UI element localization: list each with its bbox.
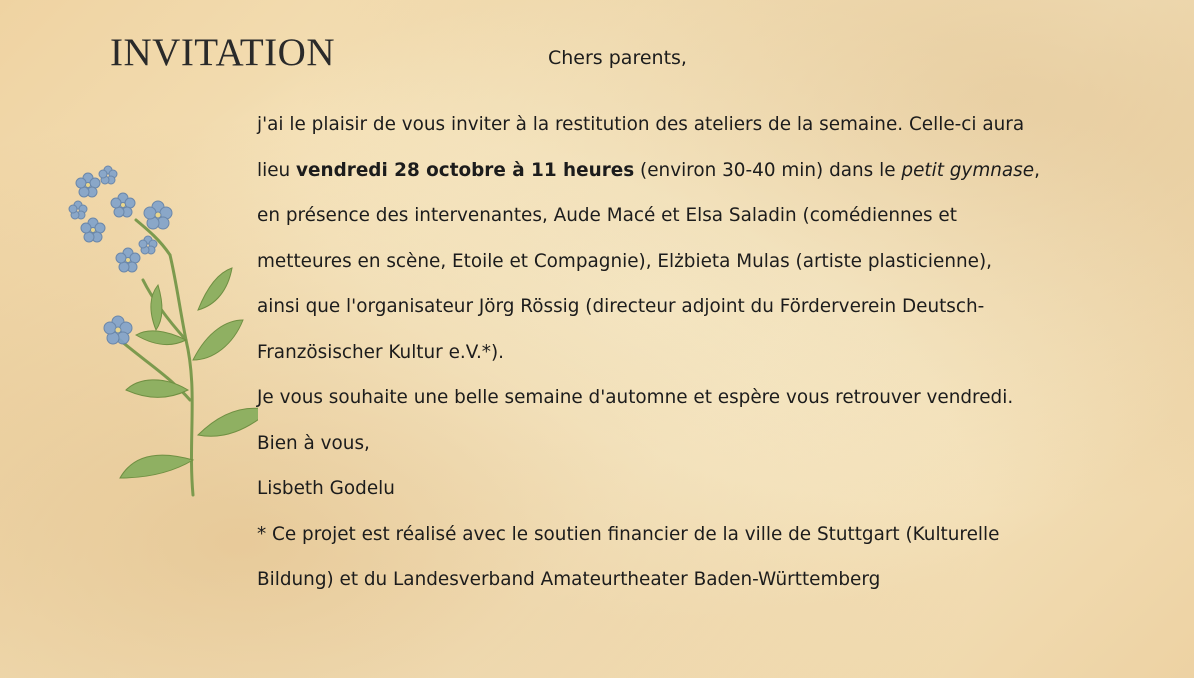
letter-line-5: ainsi que l'organisateur Jörg Rössig (directeur adjoint du Förderverein Deutsch-: [257, 296, 985, 317]
forget-me-not-illustration: [48, 160, 258, 505]
invitation-title: INVITATION: [110, 31, 335, 74]
closing-line: Je vous souhaite une belle semaine d'automne et espère vous retrouver vendredi.: [257, 387, 1014, 408]
signoff: Bien à vous,: [257, 432, 370, 454]
letter-line-6: Französischer Kultur e.V.*).: [257, 341, 505, 363]
salutation: Chers parents,: [548, 47, 687, 69]
letter-line-1: j'ai le plaisir de vous inviter à la restitution des ateliers de la semaine. Celle-ci aura: [257, 114, 1025, 135]
event-location: petit gymnase: [901, 159, 1035, 181]
event-date-time: vendredi 28 octobre à 11 heures: [296, 159, 635, 181]
text-segment: lieu: [257, 159, 297, 181]
text-segment: ,: [1034, 159, 1040, 181]
letter-body: [257, 110, 1157, 611]
text-segment: (environ 30-40 min) dans le: [634, 159, 902, 181]
letter-line-3: en présence des intervenantes, Aude Macé et Elsa Saladin (comédiennes et: [257, 205, 957, 226]
footnote-line-2: Bildung) et du Landesverband Amateurtheater Baden-Württemberg: [257, 569, 881, 590]
footnote-line-1: * Ce projet est réalisé avec le soutien financier de la ville de Stuttgart (Kulturelle: [257, 523, 1000, 545]
letter-line-4: metteures en scène, Etoile et Compagnie), Elżbieta Mulas (artiste plasticienne),: [257, 250, 992, 272]
signature: Lisbeth Godelu: [257, 478, 395, 499]
letter-line-2: [257, 156, 1157, 202]
